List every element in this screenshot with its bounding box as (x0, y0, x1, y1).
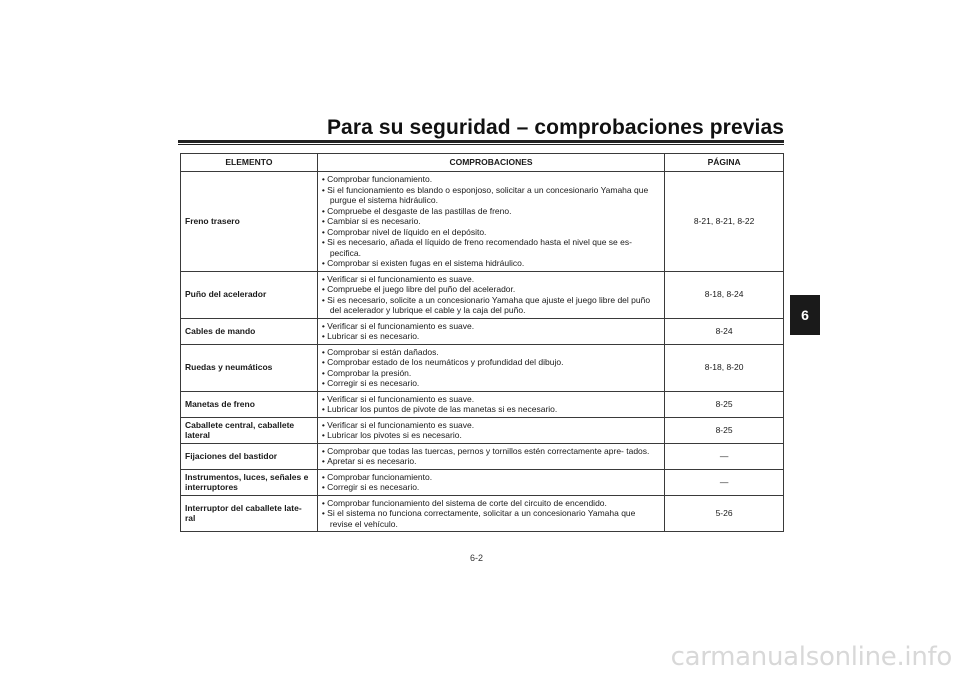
page-ref-cell: 8-18, 8-24 (665, 271, 784, 318)
checks-list (322, 394, 660, 415)
page-number: 6-2 (470, 553, 484, 563)
check-item: • Compruebe el juego libre del puño del acelerador. (322, 284, 660, 295)
table-header-row (181, 154, 784, 172)
element-cell: Puño del acelerador (181, 271, 318, 318)
check-item: • Comprobar estado de los neumáticos y profundidad del dibujo. (322, 357, 660, 368)
checks-list (322, 498, 660, 530)
table-row (181, 417, 784, 443)
page-ref-cell: 8-25 (665, 417, 784, 443)
element-cell: Fijaciones del bastidor (181, 443, 318, 469)
table-body (181, 172, 784, 532)
check-item: • Verificar si el funcionamiento es suave. (322, 420, 660, 431)
table-row (181, 344, 784, 391)
checks-list (322, 321, 660, 342)
checks-cell (317, 172, 664, 272)
check-item: • Si el funcionamiento es blando o esponjoso, solicitar a un concesionario Yamaha que purgue el sistema hidráulico. (322, 185, 660, 206)
check-item: • Cambiar si es necesario. (322, 216, 660, 227)
check-item: • Comprobar funcionamiento. (322, 472, 660, 483)
check-item: • Comprobar si están dañados. (322, 347, 660, 358)
element-cell: Ruedas y neumáticos (181, 344, 318, 391)
check-item: • Comprobar funcionamiento del sistema de corte del circuito de encendido. (322, 498, 660, 509)
checks-list (322, 174, 660, 269)
checks-cell (317, 391, 664, 417)
check-item: • Comprobar funcionamiento. (322, 174, 660, 185)
element-cell: Instrumentos, luces, señales e interruptores (181, 469, 318, 495)
page-ref-cell: — (665, 469, 784, 495)
table-row (181, 271, 784, 318)
check-item: • Comprobar nivel de líquido en el depósito. (322, 227, 660, 238)
page-ref-cell: 8-25 (665, 391, 784, 417)
element-cell: Caballete central, caballete lateral (181, 417, 318, 443)
column-header-page: PÁGINA (665, 154, 784, 172)
checks-list (322, 347, 660, 389)
page-ref-cell: 8-24 (665, 318, 784, 344)
checks-cell (317, 495, 664, 532)
element-cell: Manetas de freno (181, 391, 318, 417)
element-cell: Cables de mando (181, 318, 318, 344)
check-item: • Si el sistema no funciona correctamente, solicitar a un concesionario Yamaha que revise el vehículo. (322, 508, 660, 529)
check-item: • Lubricar los pivotes si es necesario. (322, 430, 660, 441)
page-title: Para su seguridad – comprobaciones previas (326, 116, 784, 139)
checks-list (322, 446, 660, 467)
table-row (181, 495, 784, 532)
title-rule-thick (178, 140, 784, 143)
checks-cell (317, 344, 664, 391)
column-header-checks: COMPROBACIONES (317, 154, 664, 172)
check-item: • Comprobar la presión. (322, 368, 660, 379)
checks-cell (317, 443, 664, 469)
page-ref-cell: 5-26 (665, 495, 784, 532)
table-row (181, 443, 784, 469)
checks-list (322, 472, 660, 493)
check-item: • Comprobar si existen fugas en el sistema hidráulico. (322, 258, 660, 269)
element-cell: Freno trasero (181, 172, 318, 272)
check-item: • Si es necesario, añada el líquido de freno recomendado hasta el nivel que se es- pecifica. (322, 237, 660, 258)
column-header-element: ELEMENTO (181, 154, 318, 172)
inspection-table (180, 153, 784, 532)
page-ref-cell: 8-18, 8-20 (665, 344, 784, 391)
title-rule-thin (178, 144, 784, 145)
check-item: • Comprobar que todas las tuercas, pernos y tornillos estén correctamente apre- tados. (322, 446, 660, 457)
checks-cell (317, 469, 664, 495)
check-item: • Compruebe el desgaste de las pastillas de freno. (322, 206, 660, 217)
table-row (181, 391, 784, 417)
table-row (181, 318, 784, 344)
check-item: • Corregir si es necesario. (322, 378, 660, 389)
check-item: • Verificar si el funcionamiento es suave. (322, 274, 660, 285)
checks-cell (317, 318, 664, 344)
checks-cell (317, 271, 664, 318)
checks-list (322, 420, 660, 441)
check-item: • Verificar si el funcionamiento es suave. (322, 394, 660, 405)
check-item: • Lubricar si es necesario. (322, 331, 660, 342)
check-item: • Verificar si el funcionamiento es suave. (322, 321, 660, 332)
page-ref-cell: 8-21, 8-21, 8-22 (665, 172, 784, 272)
check-item: • Corregir si es necesario. (322, 482, 660, 493)
table-row (181, 469, 784, 495)
check-item: • Si es necesario, solicite a un concesionario Yamaha que ajuste el juego libre del puño del acelerador y lubrique el cable y la caja del puño. (322, 295, 660, 316)
section-tab[interactable]: 6 (790, 295, 820, 335)
watermark: carmanualsonline.info (670, 642, 952, 672)
check-item: • Apretar si es necesario. (322, 456, 660, 467)
check-item: • Lubricar los puntos de pivote de las manetas si es necesario. (322, 404, 660, 415)
checks-list (322, 274, 660, 316)
checks-cell (317, 417, 664, 443)
element-cell: Interruptor del caballete late- ral (181, 495, 318, 532)
table-row (181, 172, 784, 272)
page-ref-cell: — (665, 443, 784, 469)
